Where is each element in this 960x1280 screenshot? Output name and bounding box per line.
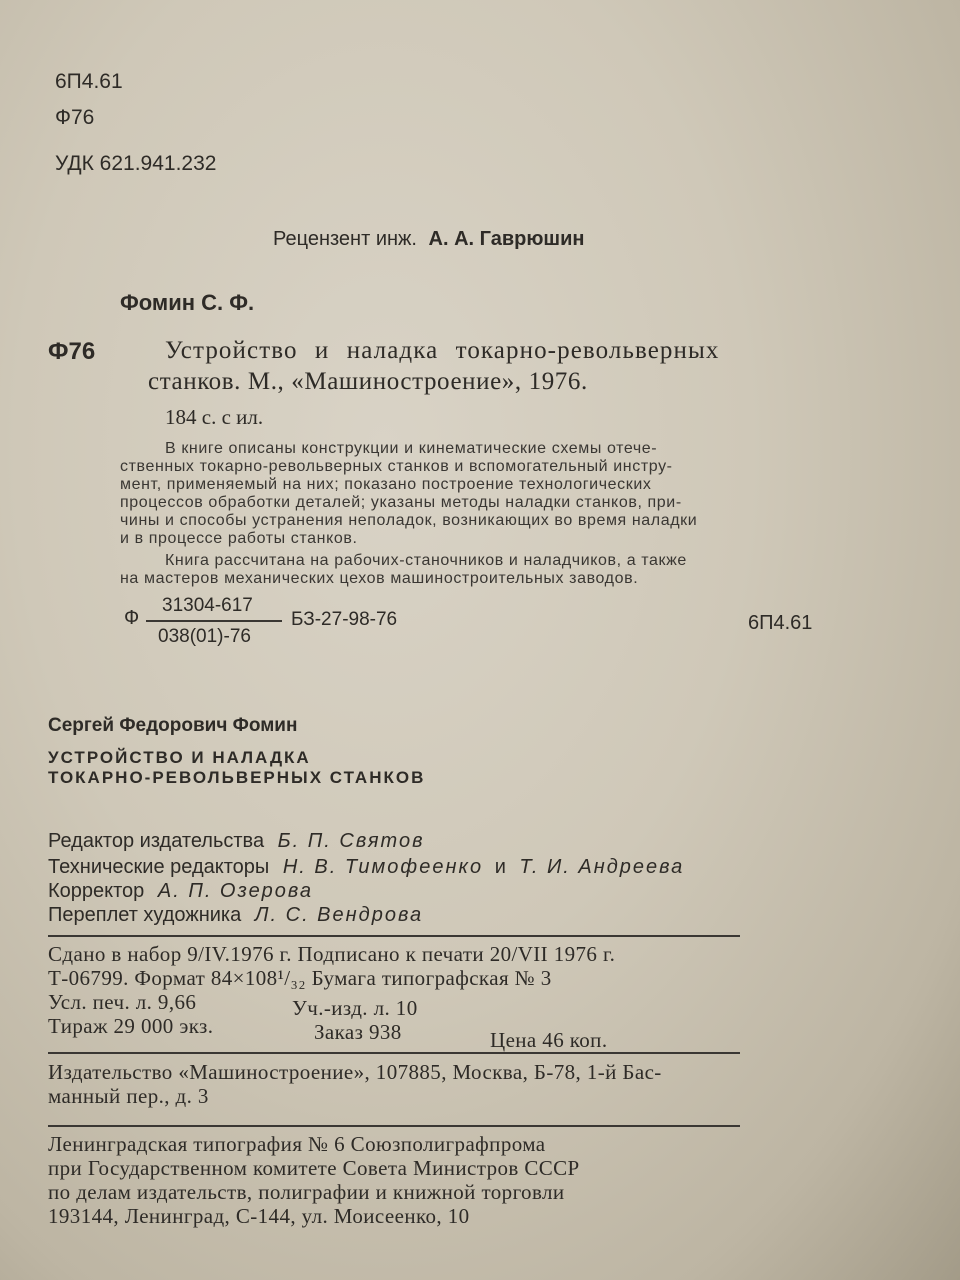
credit-tech-editors	[48, 856, 684, 879]
credit-proofreader	[48, 880, 313, 903]
print-pub-sheets: Уч.-изд. л. 10	[292, 996, 418, 1020]
card-title-line2: станков. М., «Машиностроение», 1976.	[148, 368, 588, 395]
credit-role: Корректор	[48, 880, 145, 902]
udk-code: УДК 621.941.232	[55, 152, 217, 175]
divider	[48, 1052, 740, 1054]
credit-names: Н. В. Тимофеенко	[282, 856, 484, 878]
reviewer-label: Рецензент инж.	[273, 228, 417, 250]
imprint-title-line2: ТОКАРНО-РЕВОЛЬВЕРНЫХ СТАНКОВ	[48, 768, 426, 787]
credit-binding	[48, 904, 423, 927]
fraction-bar	[146, 620, 282, 622]
formula-prefix: Ф	[124, 607, 140, 629]
print-run: Тираж 29 000 экз.	[48, 1014, 214, 1038]
credit-names: Л. С. Вендрова	[254, 904, 424, 926]
reviewer-line	[273, 228, 584, 251]
credit-role: Технические редакторы	[48, 856, 270, 878]
annotation-line: мент, применяемый на них; показано построение технологических	[120, 476, 652, 493]
credit-joiner: и	[494, 856, 506, 878]
bz-code: БЗ-27-98-76	[291, 609, 398, 630]
divider	[48, 935, 740, 937]
author-code: Ф76	[55, 106, 95, 129]
annotation-line: процессов обработки деталей; указаны методы наладки станков, при-	[120, 494, 682, 511]
annotation-line: В книге описаны конструкции и кинематические схемы отече-	[165, 440, 658, 457]
annotation-line: ственных токарно-револьверных станков и вспомогательный инстру-	[120, 458, 673, 475]
credit-names: Т. И. Андреева	[519, 856, 685, 878]
credit-names: Б. П. Святов	[277, 830, 425, 852]
publisher-line: манный пер., д. 3	[48, 1084, 209, 1108]
credit-names: А. П. Озерова	[157, 880, 314, 902]
card-title-line1: Устройство и наладка токарно-револьверных	[165, 337, 720, 364]
print-sheets: Усл. печ. л. 9,66	[48, 990, 197, 1014]
bbk-code-right: 6П4.61	[748, 612, 813, 634]
printer-line: при Государственном комитете Совета Министров СССР	[48, 1156, 580, 1180]
print-line: Сдано в набор 9/IV.1976 г. Подписано к печати 20/VII 1976 г.	[48, 942, 616, 966]
publisher-line: Издательство «Машиностроение», 107885, Москва, Б-78, 1-й Бас-	[48, 1060, 662, 1084]
card-pages: 184 с. с ил.	[165, 405, 264, 429]
reviewer-name: А. А. Гаврюшин	[428, 228, 585, 250]
print-line: Т-06799. Формат 84×108¹/₃₂ Бумага типографская № 3	[48, 966, 552, 990]
credit-editor	[48, 830, 425, 853]
card-mark: Ф76	[48, 338, 96, 365]
imprint-title-line1: УСТРОЙСТВО И НАЛАДКА	[48, 748, 311, 767]
audience-line: Книга рассчитана на рабочих-станочников и наладчиков, а также	[165, 552, 687, 569]
divider	[48, 1125, 740, 1127]
order-number: Заказ 938	[314, 1020, 402, 1044]
formula-denominator: 038(01)-76	[158, 626, 251, 647]
imprint-author: Сергей Федорович Фомин	[48, 715, 298, 736]
annotation-line: и в процессе работы станков.	[120, 530, 358, 547]
card-author: Фомин С. Ф.	[120, 290, 255, 315]
bbk-code: 6П4.61	[55, 70, 123, 93]
formula-numerator: 31304-617	[162, 595, 253, 616]
printer-line: 193144, Ленинград, С-144, ул. Моисеенко, 10	[48, 1204, 470, 1228]
price: Цена 46 коп.	[490, 1028, 608, 1052]
audience-line: на мастеров механических цехов машиностроительных заводов.	[120, 570, 639, 587]
annotation-line: чины и способы устранения неполадок, возникающих во время наладки	[120, 512, 698, 529]
printer-line: по делам издательств, полиграфии и книжной торговли	[48, 1180, 565, 1204]
credit-role: Редактор издательства	[48, 830, 265, 852]
printer-line: Ленинградская типография № 6 Союзполиграфпрома	[48, 1132, 546, 1156]
credit-role: Переплет художника	[48, 904, 242, 926]
